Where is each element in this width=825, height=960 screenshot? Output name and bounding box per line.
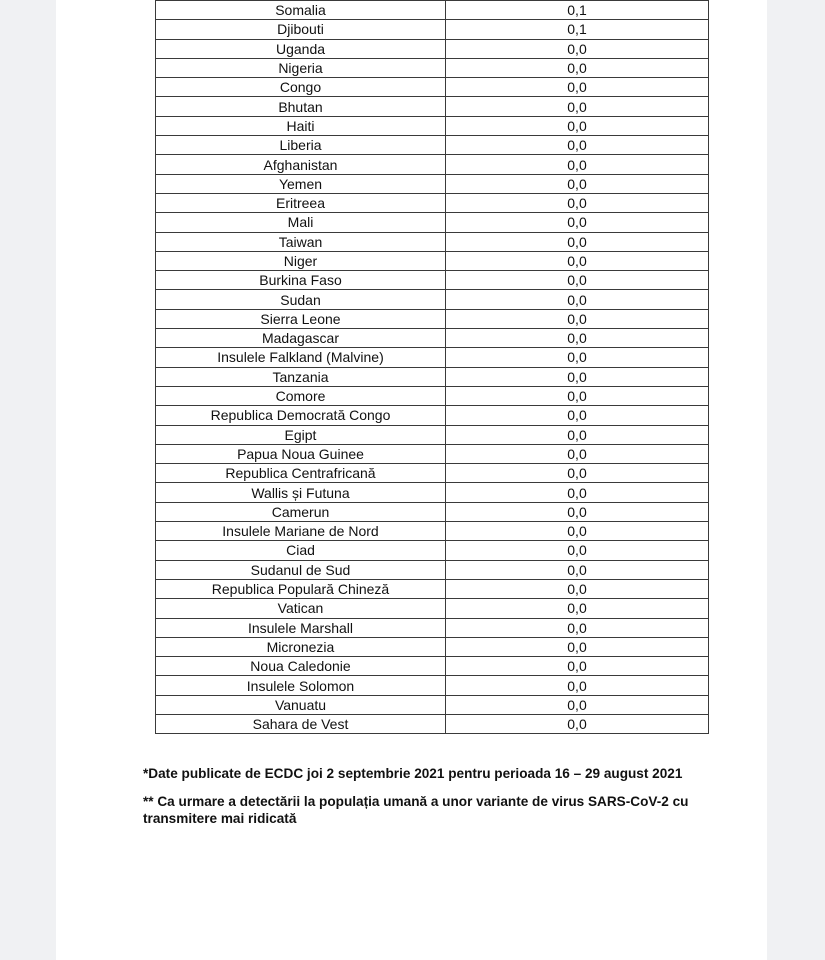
table-row bbox=[156, 522, 709, 541]
value-cell: 0,0 bbox=[446, 444, 709, 463]
value-cell: 0,0 bbox=[446, 78, 709, 97]
table-row bbox=[156, 676, 709, 695]
country-cell: Djibouti bbox=[156, 20, 446, 39]
country-cell: Republica Centrafricană bbox=[156, 464, 446, 483]
country-cell: Eritreea bbox=[156, 193, 446, 212]
table-row bbox=[156, 1, 709, 20]
table-row bbox=[156, 579, 709, 598]
table-row bbox=[156, 406, 709, 425]
value-cell: 0,0 bbox=[446, 714, 709, 733]
value-cell: 0,0 bbox=[446, 213, 709, 232]
country-cell: Haiti bbox=[156, 116, 446, 135]
table-row bbox=[156, 386, 709, 405]
value-cell: 0,0 bbox=[446, 657, 709, 676]
table-row bbox=[156, 58, 709, 77]
country-cell: Insulele Marshall bbox=[156, 618, 446, 637]
value-cell: 0,0 bbox=[446, 502, 709, 521]
country-cell: Afghanistan bbox=[156, 155, 446, 174]
value-cell: 0,0 bbox=[446, 579, 709, 598]
country-cell: Republica Populară Chineză bbox=[156, 579, 446, 598]
table-row bbox=[156, 155, 709, 174]
value-cell: 0,0 bbox=[446, 174, 709, 193]
value-cell: 0,1 bbox=[446, 1, 709, 20]
country-cell: Bhutan bbox=[156, 97, 446, 116]
country-cell: Mali bbox=[156, 213, 446, 232]
country-cell: Ciad bbox=[156, 541, 446, 560]
value-cell: 0,0 bbox=[446, 271, 709, 290]
value-cell: 0,0 bbox=[446, 386, 709, 405]
table-body bbox=[156, 1, 709, 734]
country-cell: Wallis și Futuna bbox=[156, 483, 446, 502]
table-row bbox=[156, 97, 709, 116]
country-cell: Vanuatu bbox=[156, 695, 446, 714]
table-row bbox=[156, 136, 709, 155]
country-cell: Insulele Falkland (Malvine) bbox=[156, 348, 446, 367]
value-cell: 0,0 bbox=[446, 116, 709, 135]
country-cell: Madagascar bbox=[156, 329, 446, 348]
country-cell: Yemen bbox=[156, 174, 446, 193]
table-row bbox=[156, 78, 709, 97]
table-row bbox=[156, 309, 709, 328]
country-cell: Insulele Solomon bbox=[156, 676, 446, 695]
country-cell: Camerun bbox=[156, 502, 446, 521]
value-cell: 0,0 bbox=[446, 136, 709, 155]
value-cell: 0,0 bbox=[446, 232, 709, 251]
country-cell: Burkina Faso bbox=[156, 271, 446, 290]
table-row bbox=[156, 444, 709, 463]
country-cell: Vatican bbox=[156, 599, 446, 618]
value-cell: 0,0 bbox=[446, 58, 709, 77]
table-row bbox=[156, 502, 709, 521]
value-cell: 0,0 bbox=[446, 676, 709, 695]
footnote-ecdc-source: *Date publicate de ECDC joi 2 septembrie 2021 pentru perioada 16 – 29 august 2021 bbox=[143, 766, 683, 781]
value-cell: 0,0 bbox=[446, 425, 709, 444]
country-cell: Niger bbox=[156, 251, 446, 270]
footnotes bbox=[143, 765, 743, 838]
country-cell: Liberia bbox=[156, 136, 446, 155]
value-cell: 0,0 bbox=[446, 367, 709, 386]
value-cell: 0,0 bbox=[446, 309, 709, 328]
value-cell: 0,0 bbox=[446, 97, 709, 116]
table-row bbox=[156, 367, 709, 386]
table-row bbox=[156, 560, 709, 579]
value-cell: 0,0 bbox=[446, 251, 709, 270]
value-cell: 0,0 bbox=[446, 599, 709, 618]
table-row bbox=[156, 464, 709, 483]
value-cell: 0,0 bbox=[446, 39, 709, 58]
value-cell: 0,0 bbox=[446, 541, 709, 560]
country-cell: Insulele Mariane de Nord bbox=[156, 522, 446, 541]
table-row bbox=[156, 39, 709, 58]
table-row bbox=[156, 174, 709, 193]
table-row bbox=[156, 251, 709, 270]
table-row bbox=[156, 695, 709, 714]
table-row bbox=[156, 657, 709, 676]
table-row bbox=[156, 599, 709, 618]
country-cell: Sierra Leone bbox=[156, 309, 446, 328]
table-row bbox=[156, 618, 709, 637]
table-row bbox=[156, 425, 709, 444]
country-cell: Somalia bbox=[156, 1, 446, 20]
country-cell: Taiwan bbox=[156, 232, 446, 251]
country-cell: Noua Caledonie bbox=[156, 657, 446, 676]
value-cell: 0,0 bbox=[446, 618, 709, 637]
country-cell: Papua Noua Guinee bbox=[156, 444, 446, 463]
table-row bbox=[156, 213, 709, 232]
value-cell: 0,0 bbox=[446, 695, 709, 714]
table-row bbox=[156, 290, 709, 309]
value-cell: 0,0 bbox=[446, 155, 709, 174]
value-cell: 0,0 bbox=[446, 560, 709, 579]
table-row bbox=[156, 541, 709, 560]
value-cell: 0,0 bbox=[446, 329, 709, 348]
value-cell: 0,0 bbox=[446, 637, 709, 656]
table-row bbox=[156, 483, 709, 502]
country-cell: Sudan bbox=[156, 290, 446, 309]
value-cell: 0,0 bbox=[446, 464, 709, 483]
table-row bbox=[156, 271, 709, 290]
country-cell: Republica Democrată Congo bbox=[156, 406, 446, 425]
country-cell: Egipt bbox=[156, 425, 446, 444]
value-cell: 0,0 bbox=[446, 290, 709, 309]
table-row bbox=[156, 232, 709, 251]
value-cell: 0,0 bbox=[446, 193, 709, 212]
table-row bbox=[156, 116, 709, 135]
table-row bbox=[156, 193, 709, 212]
value-cell: 0,0 bbox=[446, 522, 709, 541]
value-cell: 0,1 bbox=[446, 20, 709, 39]
value-cell: 0,0 bbox=[446, 483, 709, 502]
table-row bbox=[156, 20, 709, 39]
table-row bbox=[156, 637, 709, 656]
country-incidence-table bbox=[155, 0, 709, 734]
country-cell: Comore bbox=[156, 386, 446, 405]
value-cell: 0,0 bbox=[446, 406, 709, 425]
table-row bbox=[156, 714, 709, 733]
country-cell: Sahara de Vest bbox=[156, 714, 446, 733]
country-cell: Sudanul de Sud bbox=[156, 560, 446, 579]
footnote-variants: ** Ca urmare a detectării la populația umană a unor variante de virus SARS-CoV-2 cu transmitere mai ridicată bbox=[143, 794, 689, 826]
table-row bbox=[156, 348, 709, 367]
country-cell: Uganda bbox=[156, 39, 446, 58]
country-cell: Micronezia bbox=[156, 637, 446, 656]
document-page bbox=[56, 0, 767, 960]
country-cell: Tanzania bbox=[156, 367, 446, 386]
value-cell: 0,0 bbox=[446, 348, 709, 367]
country-cell: Nigeria bbox=[156, 58, 446, 77]
country-cell: Congo bbox=[156, 78, 446, 97]
table-row bbox=[156, 329, 709, 348]
